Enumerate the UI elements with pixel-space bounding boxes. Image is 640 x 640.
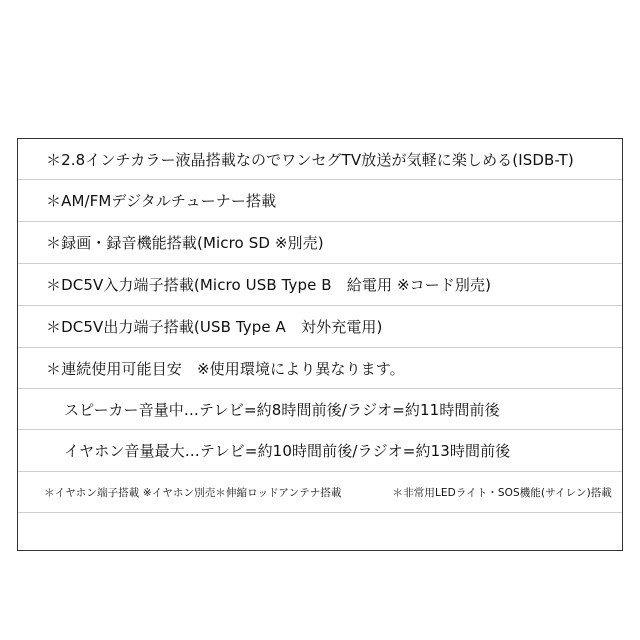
spec-row-empty <box>18 513 622 550</box>
spec-row-am-fm-tuner <box>18 180 622 222</box>
spec-row-recording <box>18 222 622 264</box>
spec-table <box>17 138 623 551</box>
spec-row-text: スピーカー音量中…テレビ=約8時間前後/ラジオ=約11時間前後 <box>64 400 500 419</box>
spec-row-extras <box>18 472 622 513</box>
spec-row-text: ＊DC5V入力端子搭載(Micro USB Type B 給電用 ※コード別売) <box>46 276 492 294</box>
spec-row-tv-display <box>18 139 622 180</box>
spec-row-dc-input <box>18 264 622 306</box>
spec-row-dc-output <box>18 306 622 348</box>
spec-row-text: ＊AM/FMデジタルチューナー搭載 <box>46 192 277 210</box>
spec-row-earphone-time <box>18 430 622 472</box>
spec-row-extras-left: ＊イヤホン端子搭載 ※イヤホン別売＊伸縮ロッドアンテナ搭載 <box>44 486 342 499</box>
spec-row-continuous-use <box>18 348 622 389</box>
spec-row-text: ＊2.8インチカラー液晶搭載なのでワンセグTV放送が気軽に楽しめる(ISDB-T) <box>46 150 574 169</box>
spec-row-text: イヤホン音量最大…テレビ=約10時間前後/ラジオ=約13時間前後 <box>64 442 511 460</box>
spec-row-text: ＊DC5V出力端子搭載(USB Type A 対外充電用) <box>46 318 383 336</box>
spec-row-extras-right: ＊非常用LEDライト・SOS機能(サイレン)搭載 <box>392 486 612 499</box>
spec-row-text: ＊連続使用可能目安 ※使用環境により異なります。 <box>46 359 405 378</box>
spec-row-text: ＊録画・録音機能搭載(Micro SD ※別売) <box>46 234 324 252</box>
spec-row-speaker-time <box>18 389 622 430</box>
